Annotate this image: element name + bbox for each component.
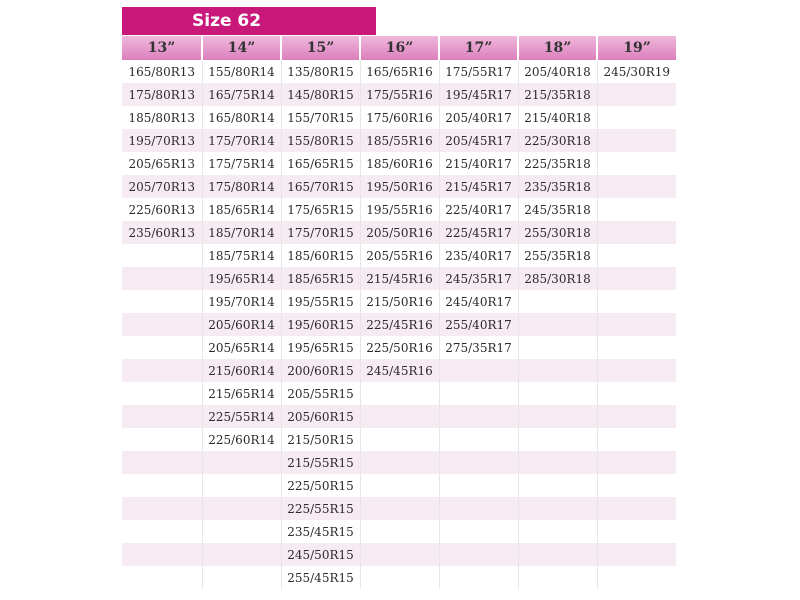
tire-size-cell: 175/70R15 — [281, 221, 360, 244]
tire-size-cell: 205/60R14 — [202, 313, 281, 336]
tire-size-cell: 165/80R14 — [202, 106, 281, 129]
tire-size-cell: 235/40R17 — [439, 244, 518, 267]
tire-size-cell: 175/75R14 — [202, 152, 281, 175]
tire-size-cell: 175/80R13 — [122, 83, 202, 106]
tire-size-cell — [597, 198, 676, 221]
tire-size-cell: 225/60R13 — [122, 198, 202, 221]
tire-size-cell — [518, 543, 597, 566]
tire-size-cell — [439, 359, 518, 382]
tire-size-cell: 195/50R16 — [360, 175, 439, 198]
column-header-13: 13” — [122, 36, 202, 60]
tire-size-cell: 225/55R15 — [281, 497, 360, 520]
table-row — [122, 290, 676, 313]
tire-size-cell — [597, 497, 676, 520]
table-row — [122, 60, 676, 83]
tire-size-cell — [122, 474, 202, 497]
table-row — [122, 152, 676, 175]
tire-size-cell — [360, 543, 439, 566]
column-header-16: 16” — [360, 36, 439, 60]
tire-size-cell — [518, 428, 597, 451]
tire-size-cell: 195/60R15 — [281, 313, 360, 336]
table-body — [122, 60, 676, 589]
tire-size-cell — [202, 543, 281, 566]
tire-size-cell — [518, 474, 597, 497]
tire-size-cell — [518, 359, 597, 382]
tire-size-cell: 205/65R14 — [202, 336, 281, 359]
tire-size-cell: 245/50R15 — [281, 543, 360, 566]
header-row — [122, 36, 676, 60]
table-row — [122, 428, 676, 451]
table-row — [122, 336, 676, 359]
tire-size-cell — [360, 451, 439, 474]
tire-size-cell — [597, 474, 676, 497]
tire-size-cell — [439, 566, 518, 589]
tire-size-cell: 245/35R17 — [439, 267, 518, 290]
tire-size-cell: 205/40R18 — [518, 60, 597, 83]
table-row — [122, 451, 676, 474]
table-row — [122, 497, 676, 520]
tire-size-cell: 185/55R16 — [360, 129, 439, 152]
tire-size-cell: 255/30R18 — [518, 221, 597, 244]
tire-size-cell: 225/60R14 — [202, 428, 281, 451]
table-row — [122, 382, 676, 405]
tire-size-cell — [439, 405, 518, 428]
tire-size-cell — [597, 382, 676, 405]
tire-size-cell: 155/80R15 — [281, 129, 360, 152]
tire-size-cell — [597, 405, 676, 428]
table-row — [122, 313, 676, 336]
tire-size-cell — [597, 566, 676, 589]
tire-size-cell: 195/70R13 — [122, 129, 202, 152]
column-header-18: 18” — [518, 36, 597, 60]
tire-size-cell — [122, 267, 202, 290]
tire-size-cell: 195/55R15 — [281, 290, 360, 313]
tire-size-cell — [202, 474, 281, 497]
table-row — [122, 267, 676, 290]
tire-size-cell — [122, 405, 202, 428]
tire-size-cell — [360, 566, 439, 589]
tire-size-cell: 215/45R16 — [360, 267, 439, 290]
tire-size-cell — [122, 313, 202, 336]
table-row — [122, 520, 676, 543]
tire-size-cell: 215/55R15 — [281, 451, 360, 474]
table-row — [122, 359, 676, 382]
tire-size-cell — [518, 405, 597, 428]
tire-size-cell: 215/60R14 — [202, 359, 281, 382]
tire-size-cell: 205/45R17 — [439, 129, 518, 152]
tire-size-cell: 185/70R14 — [202, 221, 281, 244]
column-header-15: 15” — [281, 36, 360, 60]
table-row — [122, 244, 676, 267]
tire-size-cell: 255/45R15 — [281, 566, 360, 589]
table-row — [122, 129, 676, 152]
tire-size-cell — [597, 221, 676, 244]
tire-size-cell: 255/35R18 — [518, 244, 597, 267]
tire-size-cell: 205/55R16 — [360, 244, 439, 267]
tire-size-cell — [597, 290, 676, 313]
tire-size-cell: 145/80R15 — [281, 83, 360, 106]
tire-size-cell — [439, 451, 518, 474]
tire-size-cell: 175/55R16 — [360, 83, 439, 106]
tire-size-cell — [597, 244, 676, 267]
tire-size-cell — [597, 83, 676, 106]
tire-size-cell — [439, 474, 518, 497]
tire-size-cell: 205/70R13 — [122, 175, 202, 198]
tire-size-cell — [439, 520, 518, 543]
tire-size-cell: 215/40R18 — [518, 106, 597, 129]
table-row — [122, 175, 676, 198]
tire-size-cell: 205/60R15 — [281, 405, 360, 428]
tire-size-cell: 285/30R18 — [518, 267, 597, 290]
tire-size-cell — [597, 451, 676, 474]
tire-size-cell — [360, 497, 439, 520]
tire-size-cell: 225/45R17 — [439, 221, 518, 244]
tire-size-cell: 245/40R17 — [439, 290, 518, 313]
tire-size-cell: 195/65R15 — [281, 336, 360, 359]
tire-size-cell — [518, 451, 597, 474]
tire-size-cell — [122, 290, 202, 313]
tire-size-cell — [597, 520, 676, 543]
tire-size-cell — [439, 382, 518, 405]
tire-size-cell — [518, 336, 597, 359]
tire-size-cell: 235/35R18 — [518, 175, 597, 198]
tire-size-cell — [597, 175, 676, 198]
tire-size-cell — [439, 543, 518, 566]
tire-size-cell: 195/65R14 — [202, 267, 281, 290]
tire-size-cell — [518, 566, 597, 589]
tire-size-cell — [122, 428, 202, 451]
tire-size-cell — [597, 543, 676, 566]
tire-size-cell — [439, 497, 518, 520]
tire-size-cell: 205/65R13 — [122, 152, 202, 175]
tire-size-cell: 205/50R16 — [360, 221, 439, 244]
tire-size-cell: 235/45R15 — [281, 520, 360, 543]
tire-size-cell: 205/40R17 — [439, 106, 518, 129]
table-row — [122, 198, 676, 221]
tire-size-cell: 215/50R15 — [281, 428, 360, 451]
tire-size-cell — [518, 313, 597, 336]
tire-size-cell: 225/35R18 — [518, 152, 597, 175]
tire-size-cell — [122, 336, 202, 359]
tire-size-cell: 255/40R17 — [439, 313, 518, 336]
tire-size-cell: 225/50R16 — [360, 336, 439, 359]
tire-size-cell — [360, 382, 439, 405]
tire-size-cell: 165/65R15 — [281, 152, 360, 175]
table-row — [122, 474, 676, 497]
tire-size-cell — [360, 474, 439, 497]
table-row — [122, 543, 676, 566]
tire-size-cell — [202, 451, 281, 474]
tire-size-cell: 175/65R15 — [281, 198, 360, 221]
tire-size-cell — [518, 520, 597, 543]
tire-size-cell: 175/60R16 — [360, 106, 439, 129]
tire-size-cell: 215/50R16 — [360, 290, 439, 313]
tire-size-cell: 195/55R16 — [360, 198, 439, 221]
tire-size-cell — [439, 428, 518, 451]
tire-size-cell — [122, 451, 202, 474]
column-header-17: 17” — [439, 36, 518, 60]
tire-size-cell: 135/80R15 — [281, 60, 360, 83]
tire-size-cell: 185/65R14 — [202, 198, 281, 221]
tire-size-cell — [122, 359, 202, 382]
tire-size-cell: 215/45R17 — [439, 175, 518, 198]
tire-size-cell: 175/70R14 — [202, 129, 281, 152]
tire-size-cell: 245/35R18 — [518, 198, 597, 221]
tire-size-cell — [360, 405, 439, 428]
tire-size-cell: 225/40R17 — [439, 198, 518, 221]
tire-size-cell — [518, 290, 597, 313]
tire-size-cell: 215/65R14 — [202, 382, 281, 405]
tire-size-cell: 185/65R15 — [281, 267, 360, 290]
tire-size-cell: 185/75R14 — [202, 244, 281, 267]
tire-size-cell — [360, 428, 439, 451]
tire-size-cell: 185/60R15 — [281, 244, 360, 267]
tire-size-cell — [597, 359, 676, 382]
tire-size-cell: 225/45R16 — [360, 313, 439, 336]
tire-size-cell: 205/55R15 — [281, 382, 360, 405]
tire-size-cell — [202, 520, 281, 543]
tire-size-cell: 165/70R15 — [281, 175, 360, 198]
tire-size-cell: 175/80R14 — [202, 175, 281, 198]
table-row — [122, 83, 676, 106]
tire-size-cell — [518, 497, 597, 520]
tire-size-cell — [597, 106, 676, 129]
tire-size-cell — [122, 520, 202, 543]
tire-size-cell: 245/45R16 — [360, 359, 439, 382]
column-header-19: 19” — [597, 36, 676, 60]
tire-size-cell: 225/50R15 — [281, 474, 360, 497]
size-title-banner: Size 62 — [122, 7, 376, 35]
tire-size-cell — [597, 267, 676, 290]
tire-size-cell: 175/55R17 — [439, 60, 518, 83]
tire-size-cell — [122, 382, 202, 405]
tire-size-cell: 165/80R13 — [122, 60, 202, 83]
tire-size-cell: 155/70R15 — [281, 106, 360, 129]
table-row — [122, 106, 676, 129]
tire-size-cell — [202, 566, 281, 589]
tire-size-cell — [597, 428, 676, 451]
tire-size-cell — [122, 244, 202, 267]
tire-size-cell — [122, 497, 202, 520]
table-row — [122, 221, 676, 244]
tire-size-cell — [597, 129, 676, 152]
table-row — [122, 566, 676, 589]
tire-size-cell — [597, 336, 676, 359]
table-row — [122, 405, 676, 428]
tire-size-cell — [122, 543, 202, 566]
tire-size-cell — [360, 520, 439, 543]
tire-size-cell: 215/35R18 — [518, 83, 597, 106]
tire-size-cell: 225/30R18 — [518, 129, 597, 152]
tire-size-cell: 225/55R14 — [202, 405, 281, 428]
tire-size-cell — [122, 566, 202, 589]
tire-size-cell: 215/40R17 — [439, 152, 518, 175]
tire-size-cell — [202, 497, 281, 520]
column-header-14: 14” — [202, 36, 281, 60]
tire-size-cell: 185/60R16 — [360, 152, 439, 175]
tire-size-cell: 195/70R14 — [202, 290, 281, 313]
tire-size-cell: 185/80R13 — [122, 106, 202, 129]
tire-size-cell — [597, 313, 676, 336]
tire-size-cell — [518, 382, 597, 405]
tire-size-cell: 165/75R14 — [202, 83, 281, 106]
tire-size-cell: 155/80R14 — [202, 60, 281, 83]
tire-size-cell: 245/30R19 — [597, 60, 676, 83]
tire-size-cell: 275/35R17 — [439, 336, 518, 359]
tire-size-cell — [597, 152, 676, 175]
tire-size-cell: 200/60R15 — [281, 359, 360, 382]
tire-size-cell: 235/60R13 — [122, 221, 202, 244]
tire-size-cell: 195/45R17 — [439, 83, 518, 106]
tire-size-cell: 165/65R16 — [360, 60, 439, 83]
tire-size-table — [122, 36, 676, 589]
